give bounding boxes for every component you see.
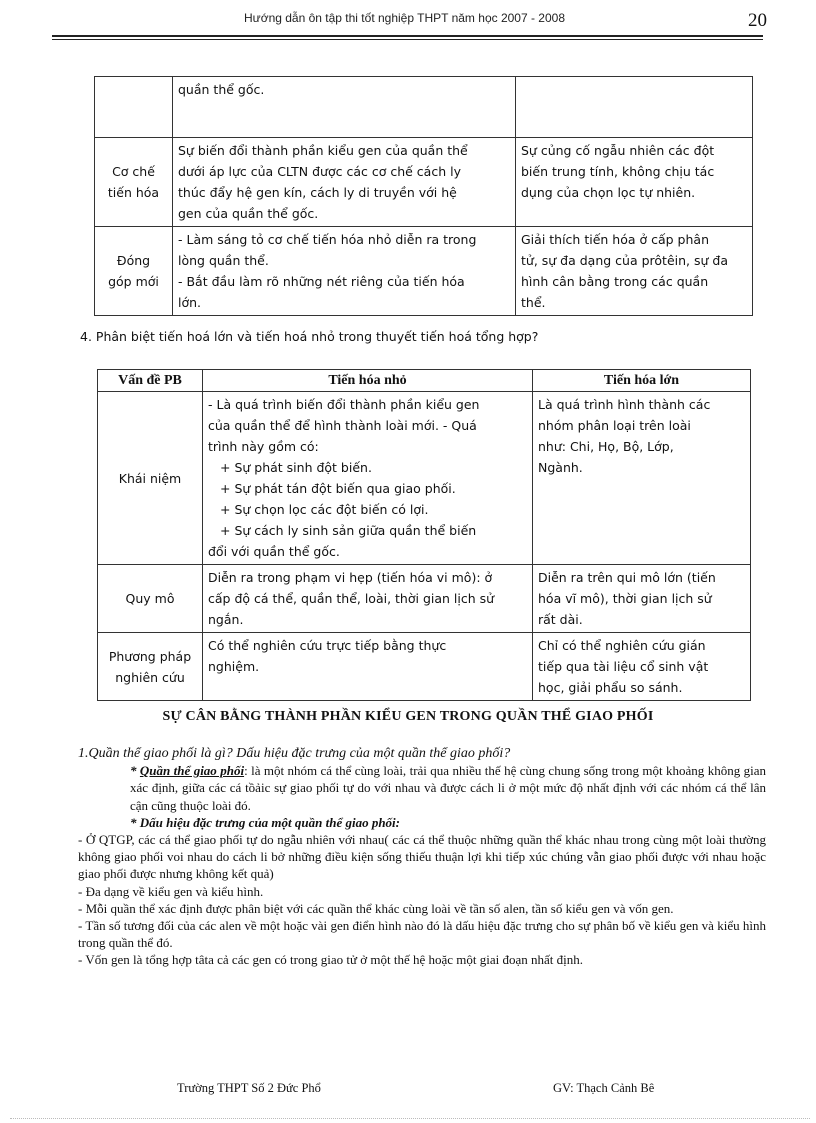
row-label bbox=[95, 77, 173, 138]
body-text bbox=[78, 745, 766, 969]
body-paragraph: - Tần số tương đối của các alen về một hoặc vài gen điển hình nào đó là dấu hiệu đặc trưng cho sự phân bố về kiểu gen và kiểu hình trong quần thể đó. bbox=[78, 918, 766, 951]
row-label: Khái niệm bbox=[98, 392, 203, 565]
footer-school: Trường THPT Số 2 Đức Phổ bbox=[177, 1081, 321, 1095]
definition-paragraph: * Quần thể giao phối: là một nhóm cá thể cùng loài, trải qua nhiều thế hệ cùng chung sống trong một khoảng không gian xác định, giữa các cá tồảic sự giao phối tự do với nhau và được cách li ở một mức độ nhất định với các nhóm cá thể lân cận cũng thuộc loài đó. bbox=[130, 763, 767, 813]
body-paragraph: - Đa dạng về kiểu gen và kiểu hình. bbox=[78, 883, 264, 899]
comparison-table-continued bbox=[94, 76, 753, 316]
column-header: Vấn đề PB bbox=[98, 370, 203, 392]
table-row bbox=[95, 77, 753, 138]
table-cell bbox=[516, 77, 753, 138]
header-title: Hướng dẫn ôn tập thi tốt nghiệp THPT năm học 2007 - 2008 bbox=[244, 11, 565, 25]
table-cell: Sự biến đổi thành phần kiểu gen của quần thể dưới áp lực của CLTN được các cơ chế cách ly thúc đẩy hệ gen kín, cách ly di truyền với hệ gen của quần thể gốc. bbox=[173, 138, 516, 227]
table-cell: Có thể nghiên cứu trực tiếp bằng thực nghiệm. bbox=[203, 633, 533, 701]
body-paragraph: - Mỗi quần thể xác định được phân biệt với các quần thể khác cùng loài về tần số alen, tần số kiểu gen và vốn gen. bbox=[78, 900, 674, 916]
table-cell: Là quá trình hình thành các nhóm phân loại trên loài như: Chi, Họ, Bộ, Lớp, Ngành. bbox=[533, 392, 751, 565]
table-cell: - Làm sáng tỏ cơ chế tiến hóa nhỏ diễn ra trong lòng quần thể. - Bắt đầu làm rõ những nét riêng của tiến hóa lớn. bbox=[173, 227, 516, 316]
table-cell: quần thể gốc. bbox=[173, 77, 516, 138]
table-row bbox=[98, 633, 751, 701]
header-rule-thin bbox=[52, 39, 763, 40]
table-cell: Giải thích tiến hóa ở cấp phân tử, sự đa dạng của prôtêin, sự đa hình cân bằng trong các quần thể. bbox=[516, 227, 753, 316]
section-title: SỰ CÂN BẰNG THÀNH PHẦN KIỂU GEN TRONG QUẦN THỂ GIAO PHỐI bbox=[162, 709, 654, 724]
column-header: Tiến hóa nhỏ bbox=[203, 370, 533, 392]
column-header: Tiến hóa lớn bbox=[533, 370, 751, 392]
table-cell: Chỉ có thể nghiên cứu gián tiếp qua tài liệu cổ sinh vật học, giải phẩu so sánh. bbox=[533, 633, 751, 701]
body-paragraph: - Vốn gen là tổng hợp tâta cả các gen có trong giao tử ở một thế hệ hoặc một giai đoạn nhất định. bbox=[78, 952, 584, 968]
row-label: Phương pháp nghiên cứu bbox=[98, 633, 203, 701]
row-label: Đóng góp mới bbox=[95, 227, 173, 316]
table-cell: Sự củng cố ngẫu nhiên các đột biến trung tính, không chịu tác dụng của chọn lọc tự nhiên. bbox=[516, 138, 753, 227]
sign-heading: * Dấu hiệu đặc trưng của một quần thể giao phối: bbox=[130, 814, 400, 830]
table-cell: Diễn ra trên qui mô lớn (tiến hóa vĩ mô), thời gian lịch sử rất dài. bbox=[533, 565, 751, 633]
row-label: Quy mô bbox=[98, 565, 203, 633]
row-label: Cơ chế tiến hóa bbox=[95, 138, 173, 227]
question-1: 1.Quần thể giao phối là gì? Dấu hiệu đặc trưng của một quần thể giao phối? bbox=[78, 746, 511, 761]
header-rule bbox=[52, 35, 763, 37]
footer-author: GV: Thạch Cảnh Bê bbox=[553, 1081, 655, 1095]
table-row bbox=[95, 138, 753, 227]
page-number: 20 bbox=[748, 10, 767, 31]
table-row bbox=[98, 392, 751, 565]
body-paragraph: - Ở QTGP, các cá thể giao phối tự do ngẫu nhiên với nhau( các cá thể thuộc những quần thể khác nhau trong cùng một loài thường không giao phối voi nhau do cách li bở những điều kiện sống thiếu thuận lợi khi tiếp xúc chúng vẫn giao phối được với nhau hoặc giao phối được nhưng không kết quả) bbox=[78, 832, 766, 882]
page-edge bbox=[10, 1118, 810, 1119]
table-row bbox=[98, 565, 751, 633]
evolution-comparison-table bbox=[97, 369, 751, 701]
table-row bbox=[95, 227, 753, 316]
definition-term: Quần thể giao phối bbox=[139, 763, 245, 779]
table-header-row bbox=[98, 370, 751, 392]
table-cell: - Là quá trình biến đổi thành phần kiểu gen của quần thể để hình thành loài mới. - Quá trình này gồm có: + Sự phát sinh đột biến. + Sự phát tán đột biến qua giao phối. + Sự chọn lọc các đột biến có lợi. + Sự cách ly sinh sản giữa quần thể biến đổi với quần thể gốc. bbox=[203, 392, 533, 565]
question-4: 4. Phân biệt tiến hoá lớn và tiến hoá nhỏ trong thuyết tiến hoá tổng hợp? bbox=[80, 329, 539, 344]
table-cell: Diễn ra trong phạm vi hẹp (tiến hóa vi mô): ở cấp độ cá thể, quần thể, loài, thời gian lịch sử ngắn. bbox=[203, 565, 533, 633]
